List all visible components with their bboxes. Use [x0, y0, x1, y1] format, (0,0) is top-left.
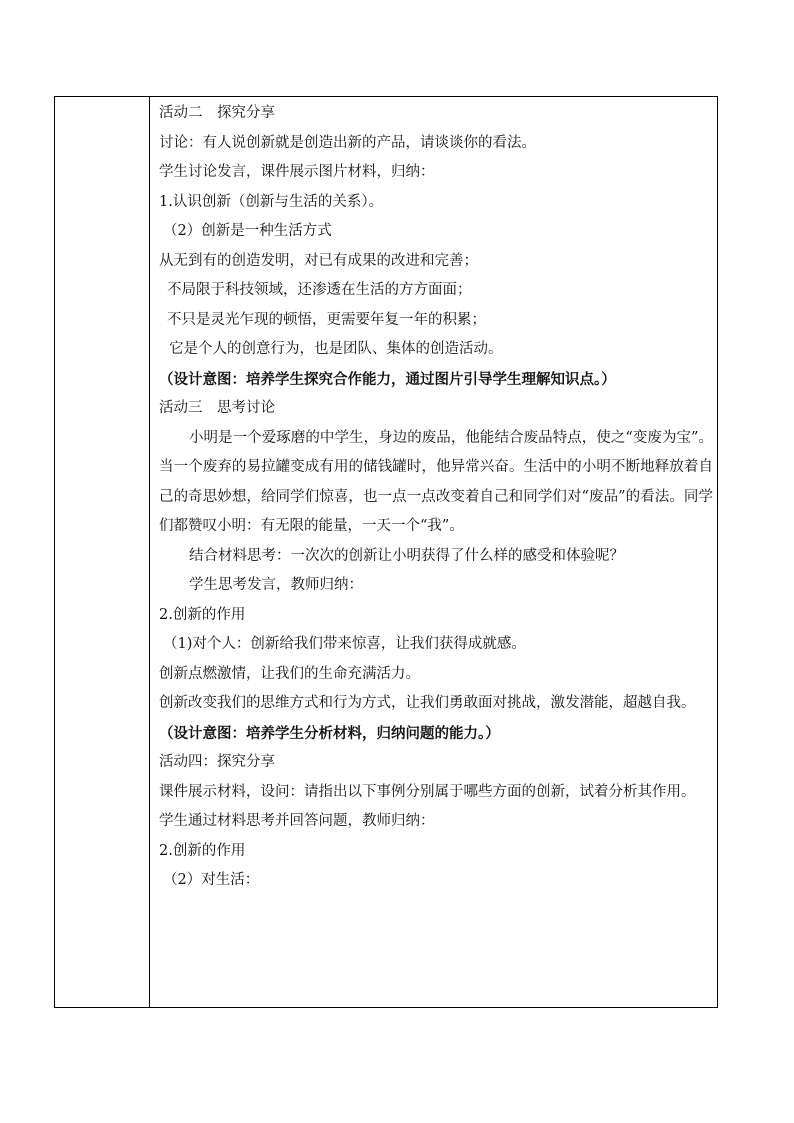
section-2-heading-repeat: 2.创新的作用 [159, 842, 246, 859]
lesson-table [54, 96, 718, 1008]
teacher-summary-intro: 学生思考发言，教师归纳： [189, 577, 363, 593]
activity-3-heading: 活动三 思考讨论 [159, 400, 275, 416]
courseware-question: 课件展示材料，设问：请指出以下事例分别属于哪些方面的创新，试着分析其作用。 [159, 783, 696, 800]
material-question: 结合材料思考：一次次的创新让小明获得了什么样的感受和体验呢？ [189, 547, 624, 564]
section-2-heading: 2.创新的作用 [159, 606, 246, 623]
subsection-life: （2）对生活： [163, 872, 260, 888]
point-team-activity: 它是个人的创意行为，也是团队、集体的创造活动。 [169, 341, 503, 357]
point-accumulation: 不只是灵光乍现的顿悟，更需要年复一年的积累； [167, 311, 486, 328]
student-discussion-text: 学生讨论发言，课件展示图片材料，归纳： [159, 164, 435, 180]
point-invention: 从无到有的创造发明，对已有成果的改进和完善； [159, 252, 478, 269]
point-passion: 创新点燃激情，让我们的生命充满活力。 [159, 665, 420, 682]
design-intent-2: （设计意图：培养学生分析材料，归纳问题的能力。） [159, 724, 500, 742]
subsection-2-heading: （2）创新是一种生活方式 [163, 223, 332, 239]
subsection-personal: （1)对个人：创新给我们带来惊喜，让我们获得成就感。 [163, 636, 526, 652]
xiaoming-story-paragraph: 小明是一个爱琢磨的中学生，身边的废品，他能结合废品特点，使之“变废为宝”。当一个废弃的易拉罐变成有用的储钱罐时，他异常兴奋。生活中的小明不断地释放着自己的奇思妙想，给同学们惊喜，也一点一点改变着自己和同学们对“废品”的看法。同学们都赞叹小明：有无限的能量，一天一个“我”。 [159, 429, 713, 534]
point-thinking-change: 创新改变我们的思维方式和行为方式，让我们勇敢面对挑战，激发潜能，超越自我。 [159, 695, 696, 711]
left-column-cell [55, 97, 150, 1007]
discussion-prompt: 讨论：有人说创新就是创造出新的产品，请谈谈你的看法。 [159, 134, 536, 151]
point-not-limited: 不局限于科技领域，还渗透在生活的方方面面； [167, 282, 472, 298]
student-answer-intro: 学生通过材料思考并回答问题，教师归纳： [159, 813, 435, 829]
activity-4-heading: 活动四：探究分享 [159, 754, 275, 770]
design-intent-1: （设计意图：培养学生探究合作能力，通过图片引导学生理解知识点。） [159, 370, 616, 388]
activity-2-heading: 活动二 探究分享 [159, 105, 275, 121]
lesson-content-cell [151, 97, 717, 1007]
section-1-heading: 1.认识创新（创新与生活的关系）。 [159, 193, 384, 210]
